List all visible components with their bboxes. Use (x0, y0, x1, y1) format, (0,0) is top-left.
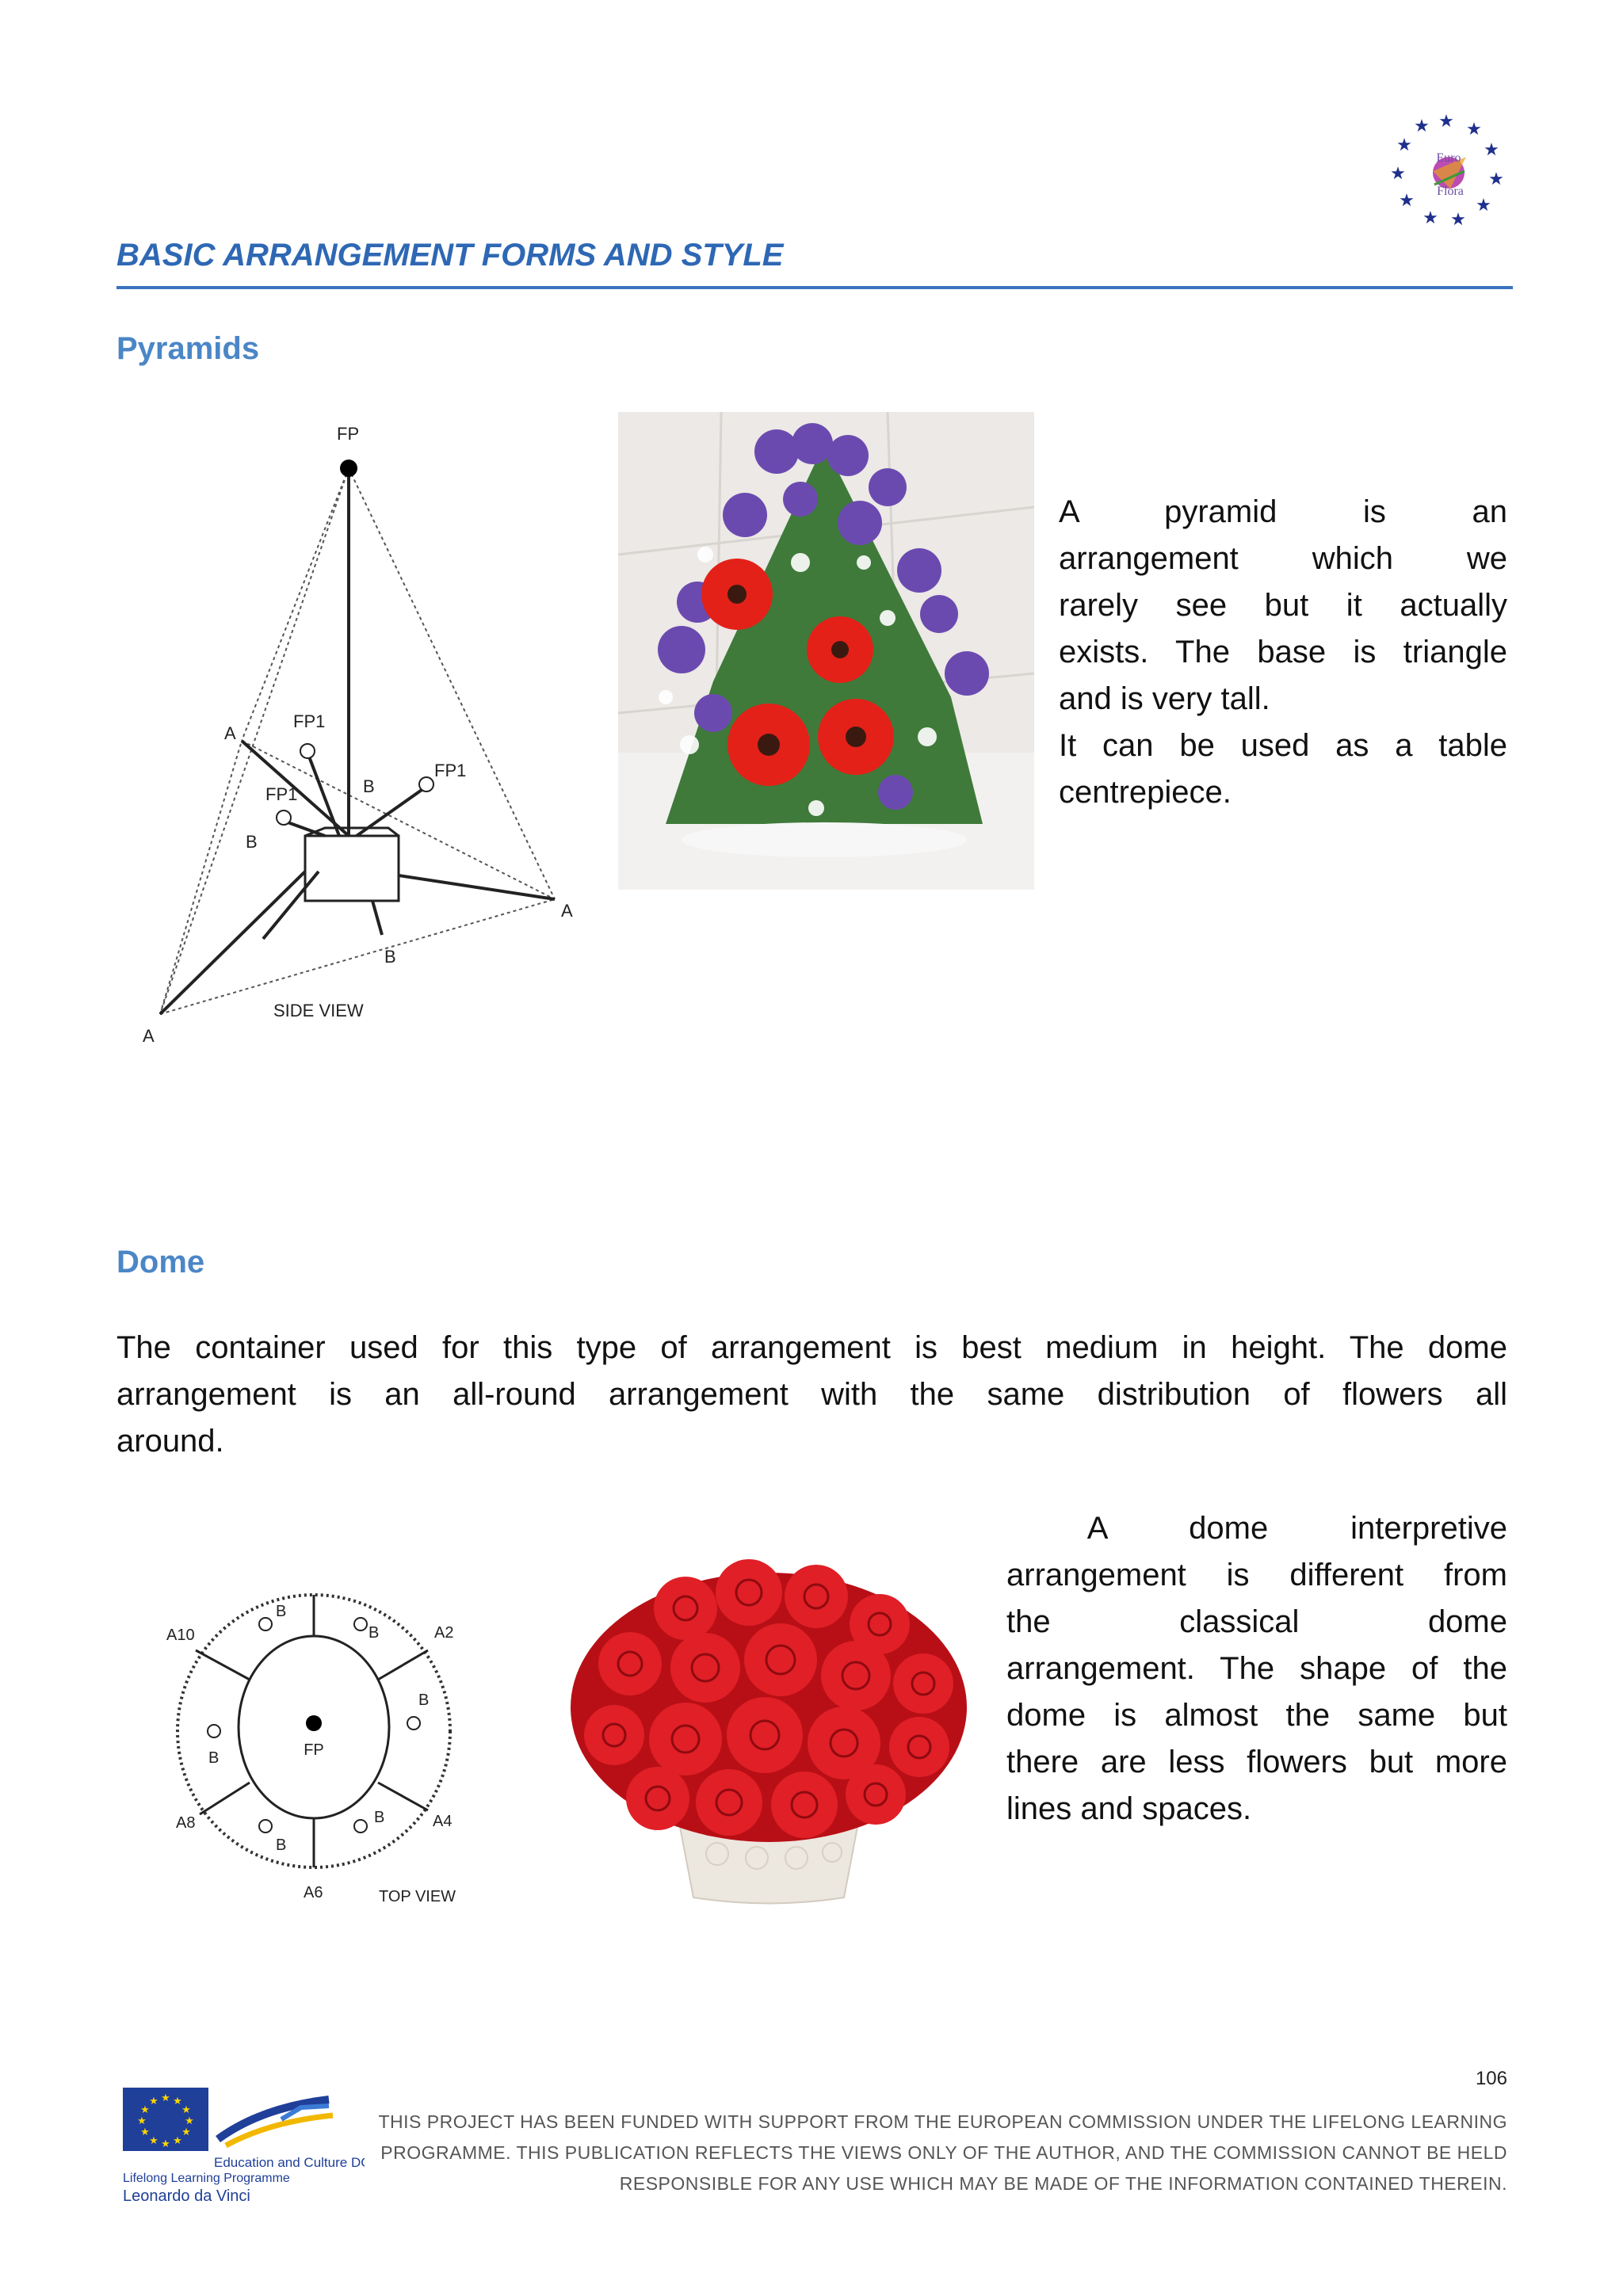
pyramid-line-5: and is very tall. (1059, 681, 1270, 716)
label-b-6: B (374, 1809, 385, 1826)
disclaimer-line-1: THIS PROJECT HAS BEEN FUNDED WITH SUPPORT FROM THE EUROPEAN COMMISSION UNDER THE LIFELONG LEARNING (378, 2111, 1507, 2132)
label-fp1-right: FP1 (434, 761, 467, 780)
pyramid-line-7: centrepiece. (1059, 775, 1232, 810)
label-fp: FP (337, 424, 360, 444)
svg-text:★: ★ (181, 2126, 191, 2138)
svg-text:★: ★ (1450, 209, 1466, 228)
page-title: BASIC ARRANGEMENT FORMS AND STYLE (116, 238, 784, 273)
svg-text:★: ★ (1414, 116, 1430, 135)
svg-text:★: ★ (149, 2134, 158, 2146)
svg-text:★: ★ (140, 2126, 150, 2138)
dome-intro-line-3: around. (116, 1424, 224, 1459)
pyramid-line-3: rarely see but it actually (1059, 588, 1507, 623)
label-a10: A10 (166, 1627, 195, 1644)
svg-text:★: ★ (1438, 111, 1454, 131)
pyramid-line-1: A pyramid is an (1059, 494, 1507, 529)
footer-logo-dg: Education and Culture DG (214, 2155, 365, 2170)
label-a2: A2 (434, 1624, 454, 1642)
label-b-bottom: B (384, 947, 396, 967)
svg-text:★: ★ (1396, 135, 1412, 154)
dome-diagram (158, 1545, 491, 1917)
pyramid-arrangement-photo (618, 412, 1034, 890)
svg-text:★: ★ (1399, 190, 1415, 210)
dome-line-5: dome is almost the same but (1006, 1698, 1507, 1733)
svg-text:★: ★ (185, 2115, 194, 2126)
svg-text:★: ★ (149, 2095, 158, 2107)
pyramid-line-2: arrangement which we (1059, 541, 1507, 576)
label-a6: A6 (304, 1884, 323, 1901)
label-b-2: B (369, 1624, 380, 1642)
label-a-top: A (224, 723, 236, 743)
svg-text:★: ★ (1484, 139, 1499, 159)
label-a8: A8 (176, 1814, 196, 1832)
label-a4: A4 (433, 1813, 453, 1830)
disclaimer-line-3: RESPONSIBLE FOR ANY USE WHICH MAY BE MADE OF THE INFORMATION CONTAINED THEREIN. (619, 2173, 1507, 2194)
dome-roses-photo (567, 1553, 971, 1909)
dome-line-1: A dome interpretive (1006, 1511, 1507, 1546)
label-b-1: B (276, 1603, 287, 1620)
svg-text:★: ★ (1488, 169, 1504, 189)
logo-text-bottom: Flora (1437, 185, 1464, 198)
label-b-4: B (208, 1749, 220, 1767)
label-b-top: B (363, 776, 375, 796)
svg-text:★: ★ (1466, 119, 1482, 139)
svg-text:★: ★ (140, 2103, 150, 2115)
euroflora-logo (1387, 109, 1506, 228)
dome-intro-line-1: The container used for this type of arrangement is best medium in height. The dome (116, 1330, 1507, 1365)
pyramid-description (1059, 489, 1507, 816)
label-top-view: TOP VIEW (379, 1888, 456, 1905)
dome-heading: Dome (116, 1245, 205, 1280)
dome-intro (116, 1325, 1507, 1465)
label-b-5: B (276, 1836, 287, 1854)
dome-line-7: lines and spaces. (1006, 1791, 1252, 1826)
label-b-left: B (246, 832, 258, 852)
pyramid-line-6: It can be used as a table (1059, 728, 1507, 763)
label-b-3: B (418, 1691, 430, 1709)
dome-line-3: the classical dome (1006, 1604, 1507, 1639)
label-a-bottom: A (143, 1026, 155, 1046)
svg-text:★: ★ (1423, 208, 1438, 227)
dome-intro-line-2: arrangement is an all-round arrangement with the same distribution of flowers all (116, 1377, 1507, 1412)
dome-line-2: arrangement is different from (1006, 1558, 1507, 1592)
footer-logo-name: Leonardo da Vinci (123, 2187, 250, 2205)
label-a-right: A (561, 901, 573, 921)
svg-text:★: ★ (161, 2138, 170, 2149)
dome-description (1006, 1505, 1507, 1833)
page-number: 106 (1475, 2068, 1507, 2089)
pyramid-line-4: exists. The base is triangle (1059, 635, 1507, 669)
dome-line-4: arrangement. The shape of the (1006, 1651, 1507, 1686)
svg-text:★: ★ (173, 2134, 182, 2146)
funding-disclaimer (319, 2107, 1507, 2199)
svg-text:★: ★ (1390, 163, 1406, 183)
logo-text-top: Euro (1436, 151, 1461, 165)
label-fp1-top: FP1 (293, 711, 326, 731)
label-fp1-left: FP1 (265, 784, 298, 804)
title-rule (116, 286, 1513, 289)
pyramids-heading: Pyramids (116, 331, 260, 366)
disclaimer-line-2: PROGRAMME. THIS PUBLICATION REFLECTS THE VIEWS ONLY OF THE AUTHOR, AND THE COMMISSION CANNOT BE HELD (380, 2142, 1507, 2163)
footer-logo-programme: Lifelong Learning Programme (123, 2172, 290, 2185)
svg-text:★: ★ (173, 2095, 182, 2107)
pyramid-diagram (135, 424, 586, 1058)
svg-text:★: ★ (181, 2103, 191, 2115)
label-side-view: SIDE VIEW (273, 1001, 364, 1020)
label-fp-dome: FP (304, 1741, 324, 1759)
dome-line-6: there are less flowers but more (1006, 1745, 1507, 1779)
svg-text:★: ★ (161, 2092, 170, 2103)
svg-text:★: ★ (137, 2115, 147, 2126)
svg-text:★: ★ (1476, 195, 1491, 215)
